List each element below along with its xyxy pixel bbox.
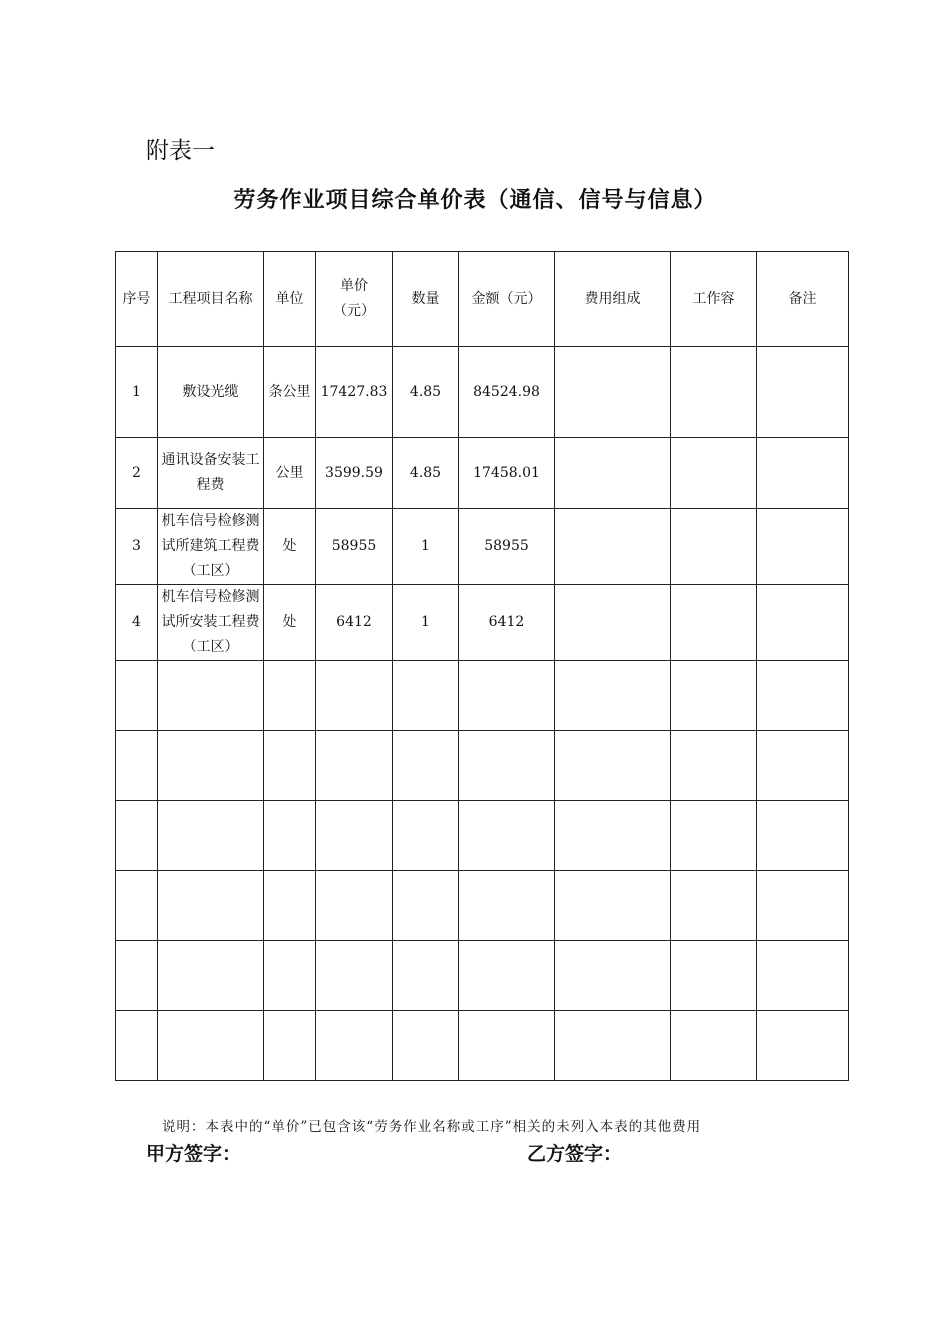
cell-name: 机车信号检修测试所建筑工程费（工区） xyxy=(158,509,264,585)
cell-cost-composition xyxy=(555,585,671,661)
cell-cost-composition xyxy=(555,347,671,438)
cell-name: 机车信号检修测试所安装工程费（工区） xyxy=(158,585,264,661)
cell-amount: 6412 xyxy=(459,585,555,661)
header-name: 工程项目名称 xyxy=(158,252,264,347)
cell-unit: 公里 xyxy=(264,438,316,509)
table-row xyxy=(116,347,849,438)
header-unit-price xyxy=(316,252,393,347)
cell-cost-composition xyxy=(555,438,671,509)
footnote: 说明：本表中的“单价”已包含该“劳务作业名称或工序”相关的未列入本表的其他费用 xyxy=(162,1119,702,1135)
empty-table-row xyxy=(116,801,849,871)
cell-work-content xyxy=(671,438,757,509)
table-row xyxy=(116,438,849,509)
document-title: 劳务作业项目综合单价表（通信、信号与信息） xyxy=(233,188,717,213)
header-seq: 序号 xyxy=(116,252,158,347)
cell-unit-price: 58955 xyxy=(316,509,393,585)
header-unit-price-line1: 单价 xyxy=(340,278,368,294)
empty-table-row xyxy=(116,731,849,801)
cell-unit: 处 xyxy=(264,509,316,585)
empty-table-row xyxy=(116,1011,849,1081)
cell-unit-price: 3599.59 xyxy=(316,438,393,509)
header-amount: 金额（元） xyxy=(459,252,555,347)
cell-quantity: 1 xyxy=(393,585,459,661)
cell-work-content xyxy=(671,347,757,438)
cell-seq: 3 xyxy=(116,509,158,585)
cell-unit-price: 6412 xyxy=(316,585,393,661)
empty-table-row xyxy=(116,661,849,731)
cell-cost-composition xyxy=(555,509,671,585)
table-row xyxy=(116,509,849,585)
cell-quantity: 1 xyxy=(393,509,459,585)
header-unit: 单位 xyxy=(264,252,316,347)
cell-work-content xyxy=(671,509,757,585)
party-a-signature-label: 甲方签字： xyxy=(146,1143,242,1165)
header-cost-composition: 费用组成 xyxy=(555,252,671,347)
cell-quantity: 4.85 xyxy=(393,438,459,509)
cell-remarks xyxy=(757,347,849,438)
cell-seq: 4 xyxy=(116,585,158,661)
header-quantity: 数量 xyxy=(393,252,459,347)
cell-name: 敷设光缆 xyxy=(158,347,264,438)
unit-price-table xyxy=(115,251,849,1081)
cell-quantity: 4.85 xyxy=(393,347,459,438)
table-row xyxy=(116,585,849,661)
party-b-signature-label: 乙方签字： xyxy=(527,1143,623,1165)
cell-remarks xyxy=(757,585,849,661)
cell-name: 通讯设备安装工程费 xyxy=(158,438,264,509)
cell-work-content xyxy=(671,585,757,661)
cell-amount: 58955 xyxy=(459,509,555,585)
header-remarks: 备注 xyxy=(757,252,849,347)
cell-unit: 条公里 xyxy=(264,347,316,438)
cell-seq: 2 xyxy=(116,438,158,509)
header-work-content: 工作容 xyxy=(671,252,757,347)
empty-table-row xyxy=(116,871,849,941)
cell-remarks xyxy=(757,509,849,585)
attachment-label: 附表一 xyxy=(146,138,215,164)
empty-table-row xyxy=(116,941,849,1011)
cell-amount: 17458.01 xyxy=(459,438,555,509)
cell-seq: 1 xyxy=(116,347,158,438)
cell-unit-price: 17427.83 xyxy=(316,347,393,438)
cell-amount: 84524.98 xyxy=(459,347,555,438)
table-header-row xyxy=(116,252,849,347)
cell-unit: 处 xyxy=(264,585,316,661)
header-unit-price-line2: （元） xyxy=(333,303,375,319)
cell-remarks xyxy=(757,438,849,509)
